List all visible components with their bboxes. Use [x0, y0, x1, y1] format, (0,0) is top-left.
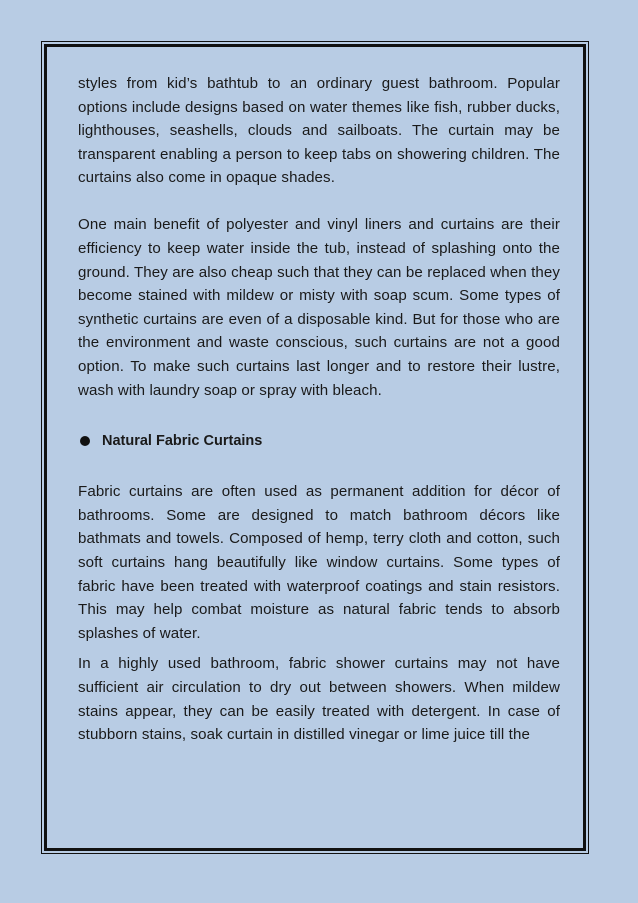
paragraph-fabric-care: In a highly used bathroom, fabric shower curtains may not have sufficient air circulation to dry out between showers. When mildew stains appear, they can be easily treated with detergent. In case of stubborn stains, soak curtain in distilled vinegar or lime juice till the — [78, 655, 560, 744]
section-heading-text: Natural Fabric Curtains — [102, 433, 263, 450]
paragraph-polyester-vinyl-benefits: One main benefit of polyester and vinyl liners and curtains are their efficiency to keep water inside the tub, instead of splashing onto the ground. They are also cheap such that they can be replaced when they become stained with mildew or misty with soap scum. Some types of synthetic curtains are even of a disposable kind. But for those who are the environment and waste conscious, such curtains are not a good option. To make such curtains last longer and to restore their lustre, wash with laundry soap or spray with bleach. — [78, 216, 560, 399]
paragraph-fabric-curtains: Fabric curtains are often used as permanent addition for décor of bathrooms. Some are designed to match bathroom décors like bathmats and towels. Composed of hemp, terry cloth and cotton, such soft curtains hang beautifully like window curtains. Some types of fabric have been treated with waterproof coatings and stain resistors. This may help combat moisture as natural fabric tends to absorb splashes of water. — [78, 483, 560, 642]
bullet-icon — [80, 436, 90, 446]
document-body — [78, 72, 560, 747]
paragraph-curtain-styles: styles from kid’s bathtub to an ordinary guest bathroom. Popular options include designs based on water themes like fish, rubber ducks, lighthouses, seashells, clouds and sailboats. The curtain may be transparent enabling a person to keep tabs on showering children. The curtains also come in opaque shades. — [78, 75, 560, 187]
section-heading — [78, 429, 560, 453]
